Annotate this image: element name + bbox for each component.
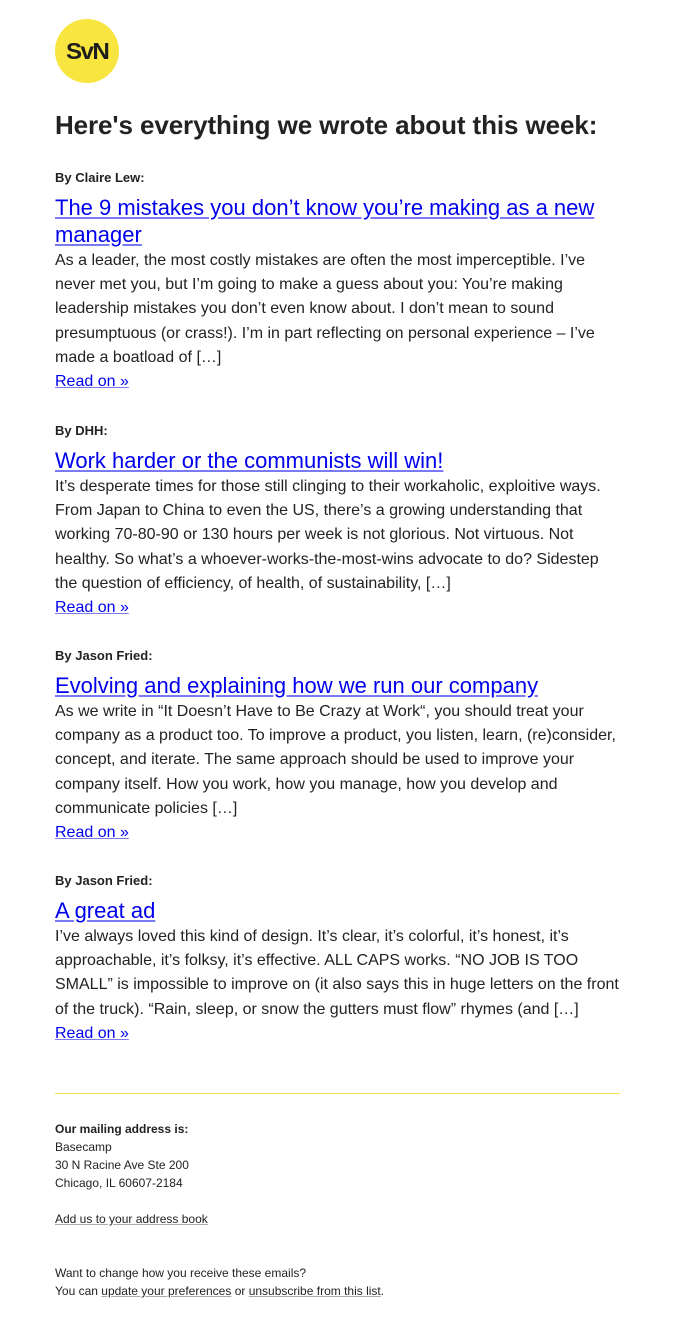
post-excerpt: As we write in “It Doesn’t Have to Be Crazy at Work“, you should treat your company as a product too. To improve a product, you listen, learn, (re)consider, concept, and iterate. The same approach should be used to improve your company itself. How you work, how you manage, how you develop and communicate policies […] — [55, 703, 616, 817]
post-item — [55, 873, 625, 1046]
address-line-2: Chicago, IL 60607-2184 — [55, 1176, 183, 1190]
period-text: . — [380, 1284, 385, 1298]
read-on-link[interactable]: Read on » — [55, 599, 129, 617]
post-excerpt: It’s desperate times for those still clinging to their workaholic, exploitive ways. From Japan to China to even the US, there’s a growing understanding that working 70-80-90 or 130 hours per week is not glorious. Not virtuous. Not healthy. So what’s a whoever-works-the-most-wins advocate to do? Sidestep the question of efficiency, of health, of sustainability, […] — [55, 478, 601, 592]
add-to-address-book-link[interactable]: Add us to your address book — [55, 1212, 208, 1226]
update-preferences-link[interactable]: update your preferences — [101, 1284, 232, 1298]
read-on-link[interactable]: Read on » — [55, 824, 129, 842]
post-item — [55, 170, 625, 394]
post-title-link[interactable]: Evolving and explaining how we run our company — [55, 673, 539, 698]
post-excerpt: I’ve always loved this kind of design. It’s clear, it’s colorful, it’s honest, it’s approachable, it’s folksy, it’s effective. ALL CAPS works. “NO JOB IS TOO SMALL” is impossible to improve on (it also says this in huge letters on the front of the truck). “Rain, sleep, or snow the gutters must flow” rhymes (and […] — [55, 928, 619, 1018]
svn-logo — [55, 19, 119, 83]
or-text: or — [231, 1284, 249, 1298]
post-byline: By Claire Lew: — [55, 170, 145, 185]
read-on-link[interactable]: Read on » — [55, 1024, 129, 1042]
email-preferences — [55, 1264, 620, 1300]
company-name: Basecamp — [55, 1140, 112, 1154]
mailing-address-label: Our mailing address is: — [55, 1122, 189, 1136]
post-title-link[interactable]: Work harder or the communists will win! — [55, 448, 444, 473]
post-byline: By Jason Fried: — [55, 648, 153, 663]
address-line-1: 30 N Racine Ave Ste 200 — [55, 1158, 189, 1172]
footer-divider — [55, 1093, 620, 1094]
change-prompt: Want to change how you receive these emails? — [55, 1266, 307, 1280]
post-item — [55, 423, 625, 620]
you-can-text: You can — [55, 1284, 102, 1298]
post-title-link[interactable]: The 9 mistakes you don’t know you’re making as a new manager — [55, 195, 595, 247]
unsubscribe-link[interactable]: unsubscribe from this list — [248, 1284, 381, 1298]
logo-text: SvN — [65, 37, 109, 64]
read-on-link[interactable]: Read on » — [55, 373, 129, 391]
address-book-section — [55, 1210, 620, 1228]
post-byline: By Jason Fried: — [55, 873, 153, 888]
page-title: Here's everything we wrote about this week: — [55, 110, 598, 140]
post-byline: By DHH: — [55, 423, 108, 438]
post-excerpt: As a leader, the most costly mistakes are often the most imperceptible. I’ve never met you, but I’m going to make a guess about you: You’re making leadership mistakes you don’t even know about. I don’t mean to sound presumptuous (or crass!). I’m in part reflecting on personal experience – I’ve made a boatload of […] — [55, 252, 595, 366]
post-item — [55, 648, 625, 845]
post-title-link[interactable]: A great ad — [55, 898, 156, 923]
preferences-line — [55, 1282, 620, 1300]
mailing-address — [55, 1120, 620, 1192]
